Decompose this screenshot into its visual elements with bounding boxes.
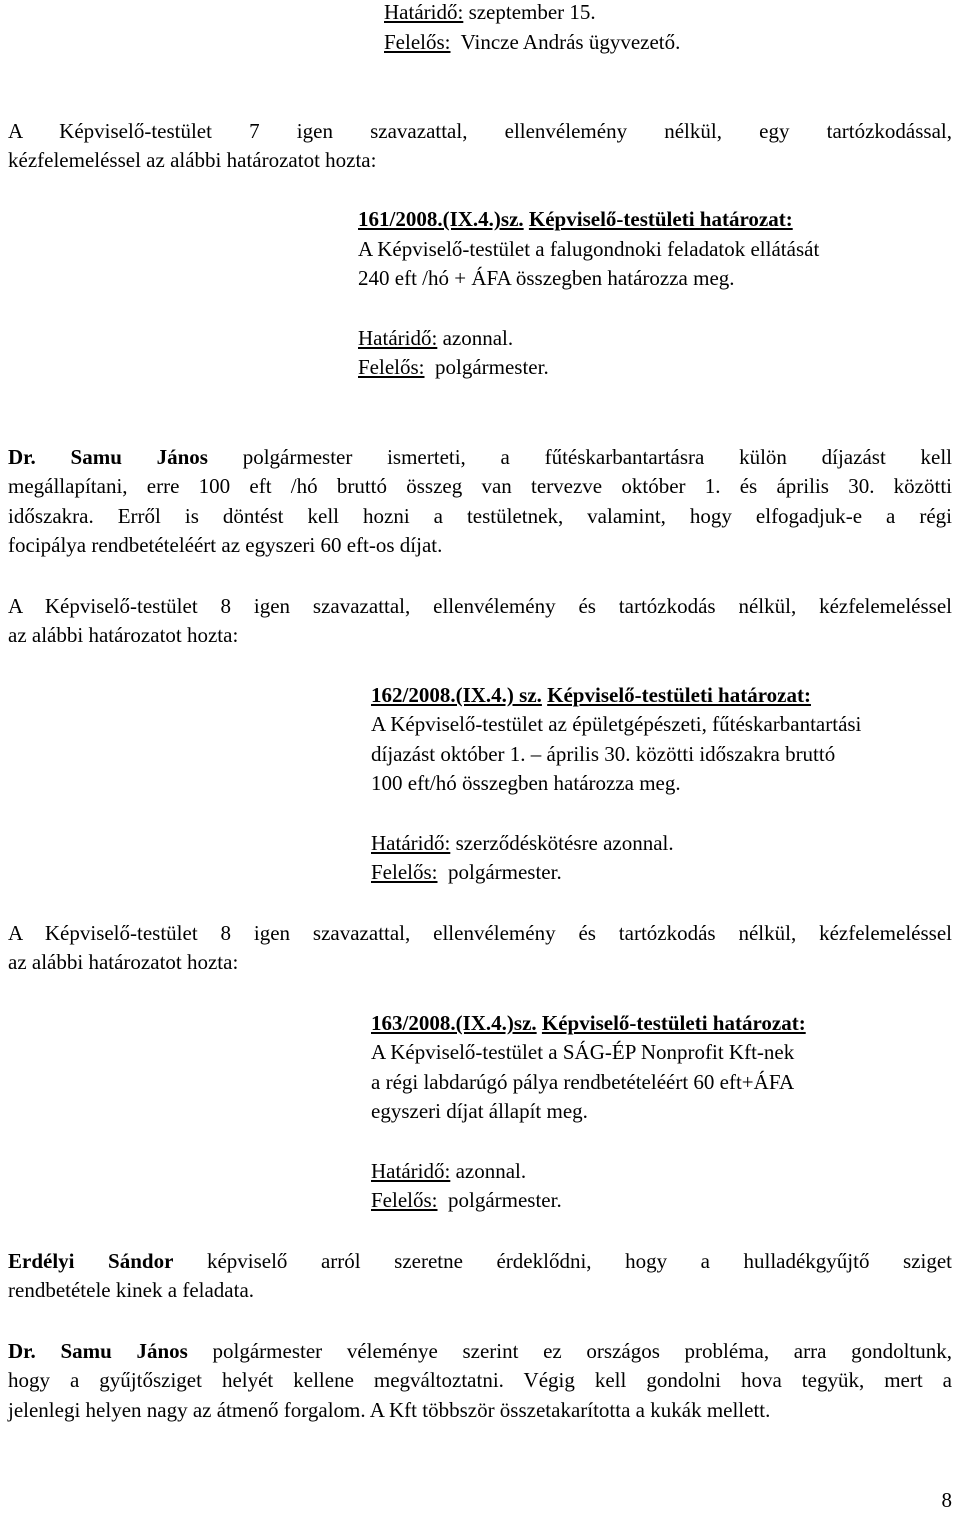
deadline-label: Határidő: (371, 1159, 451, 1183)
responsible-value: polgármester. (448, 1188, 562, 1212)
speaker-name: Dr. Samu János (8, 1339, 188, 1363)
deadline-value: szeptember 15. (468, 0, 596, 24)
resolution-body: A Képviselő-testület az épületgépészeti, fűtéskarbantartási (371, 712, 862, 736)
speaker-name: Erdélyi Sándor (8, 1249, 174, 1273)
paragraph-line: rendbetétele kinek a feladata. (8, 1278, 255, 1302)
resolution-body: a régi labdarúgó pálya rendbetételéért 60 eft+ÁFA (371, 1070, 795, 1094)
responsible-label: Felelős: (384, 30, 451, 54)
deadline-label: Határidő: (384, 0, 464, 24)
resolution-header (358, 205, 793, 235)
vote-paragraph-line: az alábbi határozatot hozta: (8, 623, 239, 647)
speaker-paragraph-line: Dr. Samu János polgármester véleménye szerint ez országos probléma, arra gondoltunk, (8, 1339, 952, 1363)
paragraph-line: megállapítani, erre 100 eft /hó bruttó összeg van tervezve október 1. és április 30. közötti (8, 474, 952, 498)
resolution-header (371, 1009, 806, 1039)
deadline-line (371, 829, 674, 859)
speaker-paragraph-line: Dr. Samu János polgármester ismerteti, a fűtéskarbantartásra külön díjazást kell (8, 445, 952, 469)
resolution-body: egyszeri díjat állapít meg. (371, 1099, 588, 1123)
vote-paragraph-line: A Képviselő-testület 8 igen szavazattal, ellenvélemény és tartózkodás nélkül, kézfelemeléssel (8, 594, 952, 618)
deadline-line (384, 0, 596, 28)
responsible-line (384, 28, 680, 58)
speaker-name: Dr. Samu János (8, 445, 208, 469)
resolution-body: A Képviselő-testület a falugondnoki feladatok ellátását (358, 237, 820, 261)
deadline-line (371, 1157, 526, 1187)
responsible-line (358, 353, 549, 383)
resolution-body: 100 eft/hó összegben határozza meg. (371, 771, 681, 795)
responsible-value: Vincze András ügyvezető. (460, 30, 681, 54)
resolution-number: 161/2008.(IX.4.)sz. (358, 207, 524, 231)
vote-paragraph-line: A Képviselő-testület 8 igen szavazattal, ellenvélemény és tartózkodás nélkül, kézfelemeléssel (8, 921, 952, 945)
responsible-label: Felelős: (358, 355, 425, 379)
deadline-value: azonnal. (455, 1159, 527, 1183)
resolution-number: 162/2008.(IX.4.) sz. (371, 683, 542, 707)
paragraph-line: időszakra. Erről is döntést kell hozni a testületnek, valamint, hogy elfogadjuk-e a régi (8, 504, 952, 528)
responsible-label: Felelős: (371, 1188, 438, 1212)
speaker-paragraph-line: Erdélyi Sándor képviselő arról szeretne érdeklődni, hogy a hulladékgyűjtő sziget (8, 1249, 953, 1273)
vote-paragraph-line: az alábbi határozatot hozta: (8, 950, 239, 974)
responsible-line (371, 858, 562, 888)
deadline-label: Határidő: (358, 326, 438, 350)
resolution-heading: Képviselő-testületi határozat: (547, 683, 811, 707)
page-number: 8 (941, 1488, 952, 1512)
resolution-header (371, 681, 811, 711)
resolution-number: 163/2008.(IX.4.)sz. (371, 1011, 537, 1035)
resolution-heading: Képviselő-testületi határozat: (541, 1011, 806, 1035)
resolution-body: díjazást október 1. – április 30. közötti időszakra bruttó (371, 742, 836, 766)
deadline-value: azonnal. (442, 326, 514, 350)
deadline-value: szerződéskötésre azonnal. (455, 831, 674, 855)
responsible-value: polgármester. (435, 355, 549, 379)
vote-paragraph-line: A Képviselő-testület 7 igen szavazattal, ellenvélemény nélkül, egy tartózkodással, (8, 119, 952, 143)
responsible-label: Felelős: (371, 860, 438, 884)
vote-paragraph-line: kézfelemeléssel az alábbi határozatot hozta: (8, 148, 377, 172)
resolution-body: 240 eft /hó + ÁFA összegben határozza meg. (358, 266, 735, 290)
deadline-line (358, 324, 513, 354)
resolution-body: A Képviselő-testület a SÁG-ÉP Nonprofit Kft-nek (371, 1040, 795, 1064)
paragraph-line: focipálya rendbetételéért az egyszeri 60 eft-os díjat. (8, 533, 443, 557)
resolution-heading: Képviselő-testületi határozat: (528, 207, 793, 231)
paragraph-line: hogy a gyűjtősziget helyét kellene megváltoztatni. Végig kell gondolni hova tegyük, mert a (8, 1368, 952, 1392)
responsible-value: polgármester. (448, 860, 562, 884)
deadline-label: Határidő: (371, 831, 451, 855)
responsible-line (371, 1186, 562, 1216)
paragraph-line: jelenlegi helyen nagy az átmenő forgalom. A Kft többször összetakarította a kukák mellett. (8, 1398, 771, 1422)
